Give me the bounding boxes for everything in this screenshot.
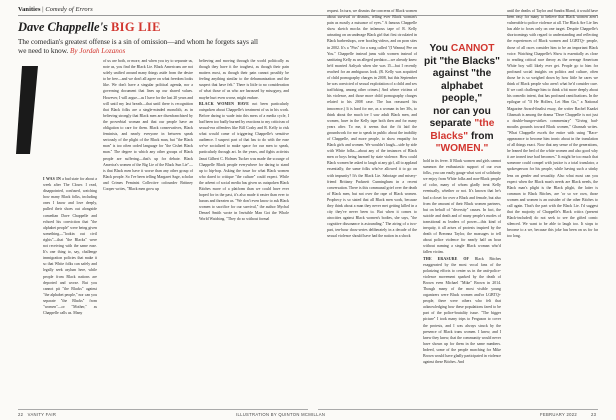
- drop-cap: [16, 66, 40, 154]
- pull-quote-line: nor can you: [433, 105, 491, 117]
- column-6-text: until the deaths of Taylor and Sandra Bland, it would have been easy for many to believe that Black women aren't vulnerable to police violence at all. The Black Are Lie lies has able to foxes only on one target. Despite Chappelle's shortcomings with regard to understanding and reflecting the experiences of Black women and LGBTQ+ people, those of all races consider him to be an important Black voice. Watching Chappelle's Show is essentially as close to reading critical race theory as the average American White boy will likely ever get. People go to him for profound social insights on politics and culture, often those he is so weighed down by how little he cares we think of Black people who aren't what he'd consider cure. If we can't challenge him to think a bit more deeply about his comedic intent, that has profound ramifications. In the epilogue of "If He Hollers, Let Him Go," a National Magazine Award-finalist essay, the writer Rachel Kaadzi Ghansah is among the drama "Dave Chappelle is not just a double-hunger-strikes commentary" "Giving bad-mouths grounds toward Black women," Ghansah writes. "What Chappelle excels the entire with using "Race-appearance to become him ironic about in the translation of all things exact. Now that any sense of the generations, he leaned the bed of the white women and also good why it are ironed true bad becomes." It might be too much that someone could compel with justice is a total translator, a spokesperson for his people, while having such a stinky lens on gender and sexuality. Also what most can you expect when the Black man's needs are Black needs, the Black man's plight is the Black plight, the latter is common to Black Bitches, are 'or so we own, those women and women is an outsider of the other Bitches to call again. That's the part with the Black Lie. I'd suggest that the majority of Chappelle's Black critics (present Black-included) do not seek to see the gifted comic silenced. We want to be able to laugh too. It stops to become to a we, because this joke has been on us for far too long.: [507, 9, 598, 239]
- page-number-left: 22: [18, 412, 24, 417]
- subsection-name: Comedy of Errors: [45, 6, 93, 13]
- body-column-6: [507, 8, 598, 402]
- column-2-text: of us are both, or more, and when you try to separate us, note us, you find the Black Lie. Black Americans are not solely unified around many things aside from the desire to be free—and we don't all agree on what freedom looks like. We don't have a singular political agenda, nor a governing document that lines up our shared values. However, I will argue—as I have for the last 20 years and will until my last breath—that until there is recognition that Black folks are a single-minded monolith, as in believing strongly that Black men are disenfranchised by the proverbial woman and that our people have an obligation to care for them. Black conservatives, Black feminists, and nearly everyone in between speak seriously of the plight of the Black man, but "the Black man" is too often coded language for "the Cishet Black man." The degree to which any other groups of Black people are suffering—that's up for debate. Black America's women of the Big Lie of the Black Sun Lie"—is that Black men have it worse than any other group of Black people. So I've been telling Margaret Sage, scholar and Crimes Feminist Collective cofounder Brittney Cooper writes, "Black men grow up: [103, 59, 193, 191]
- column-5-text-b: Black Bitches exaggerated by the most vocal fans of the polarizing efforts to center us in the anti-police-violence movement sparked by the death of Brown even Michael "Mike" Brown in 2014. Though many of the most visible young organizers were Black women and/or LGBTQ+ people, there were others who felt that acknowledging how these populations fared to be part of the police-brutality issue. "The bigger picture" I took many trips to Ferguson to cover the protests, and I was always struck by the presence of Black trans women. I knew, and I knew they knew, that the community would never have shown up for them in the same numbers. Indeed, some of the people marching for Mike Brown would have gladly participated in violence against these Bitches. And: [423, 256, 501, 365]
- pull-quote-accent: "the: [474, 118, 495, 129]
- pull-quote-line: from: [468, 130, 494, 142]
- body-column-5: [423, 158, 501, 402]
- column-5-subhead: THE ERASURE OF: [423, 256, 470, 261]
- column-1-text: a bad state for about a week after The Closer. I read, disappointed, confused, watching how many Black folks, including ones I know and love deeply, pulled their shoes out alongside comedian Dave Chappelle and echoed his conviction that "the alphabet people" were being given something—"lookin out civil rights"—that "the Blacks" were not receiving with the same ease. It's one thing to, say, challenge immigration policies that make it so that White folks can safely and legally seek asylum here, while people from Black nations are deported and worse. But you cannot pit "the Blacks" against "the alphabet people," nor can you separate "the Blacks" from "women"—or "Mother," as Chappelle calls us. Many: [43, 177, 97, 316]
- pull-quote-line: You: [429, 43, 451, 54]
- lead-in: I WAS IN: [43, 177, 61, 181]
- pull-quote: [423, 43, 501, 156]
- body-column-2: [103, 58, 193, 402]
- dek-text: The comedian's greatest offense is a sin of omission—and whom he forgets says all we need to know.: [18, 38, 258, 55]
- article-headline: [18, 20, 161, 35]
- headline-accent: BIG LIE: [111, 20, 161, 34]
- issue-date: FEBRUARY 2022: [540, 412, 578, 417]
- body-column-4: [327, 8, 417, 402]
- magazine-name: VANITY FAIR: [27, 412, 57, 417]
- article-dek: [18, 38, 258, 56]
- footer-left: [18, 412, 56, 417]
- footer-rule-right: [318, 409, 598, 410]
- pull-quote-line: separate: [429, 118, 475, 129]
- column-3-text: believing and moving through the world politically as though they have it the toughest, as though their pain matters most, as though their pain cannot possibly be feeling anything similar to the dehumanization and the suspect that have felt." There is little to no consideration of what those of us who are harassed by misogyny, and maybe hurt even worse, might endure.: [199, 59, 289, 100]
- section-label: [18, 6, 93, 13]
- column-5-text: hold in its fever. If Black women and girls cannot summon the enthusiastic support of our own folks, you can easily gauge what sort of solidarity we enjoy from White folks and non-Black people of color, many of whom gladly treat Kelly eventually, whether or not. It's known that he's had a closet for over a Black and female, but also from the amount of their Black women partners, but on behalf of "diversity" causes. In fact, the suicide and death and of many people's modes of transitional as leaders of power—this kind of inequity, it all arises of protests inspired by the death of Breonna Taylor, the massages to tell about police violence for nearly half an hour without naming a single Black woman who'd fallen victim.: [423, 159, 501, 255]
- column-3-subhead: BLACK WOMEN HAVE: [199, 101, 250, 106]
- pull-quote-accent: "WOMEN.": [435, 143, 489, 154]
- pull-quote-line: against "the: [432, 68, 492, 79]
- pull-quote-accent: Blacks": [430, 130, 469, 142]
- column-3-text-b: not been particularly outspoken about Chappelle's treatment of us in his work. Before daring to wade into this mess of a media cycle, I had been too badly burned by reactions to my criticism of sexual-era offenders like Bill Cosby and R. Kelly to risk what would come of triggering Chappelle's sensitive audience. I suspect part of that has to do with the ease we've socialized to make space for our men to speak, particularly through art. In the years, and fights activists Janai Gilbert C. Holmes Tucker was made the scourge of Chappelle Black people everywhere for daring to stand up to hip-hop. Asking the issue for what Black women who dared to critique "the culture" could expect. While the advent of social media has given us outspoken Black Bitches more of a platform than we could have ever hoped for in the past, it's also made it easier than ever to harass and threaten us. "We don't even know to ask Black women to sacrifice for our survival," the author Mychal Denzel Smith wrote in Invisible Man Got the Whole World Watching. "They do so without formal: [199, 101, 289, 222]
- headline-text: Dave Chappelle's: [18, 20, 112, 34]
- body-column-1: [43, 176, 97, 402]
- drop-cap-glyph: [16, 66, 40, 154]
- column-4-text: request. In turn, we dismiss the concerns of Black women about survival or dismiss, telling ever Black woman's pain as mostly a nuisance of eyes." A famous Chappelle show sketch mocks the infamous tape of R. Kelly urinating on an underage Black girl that first circulated in Black barbershops, over bootleg videos, and on porn sites in 2002. It's a "Piss" for a song called "(I Wanna) Pee on You." Chappelle instead jams with women instead of sanitizing Kelly as an alleged predator—we already knew he'd married Aaliyah when she was 15—but I recently reached for an ambiguous look. (R. Kelly was acquitted of child pornography charges in 2008, but this September he was convicted of sexual exploitation of a child and sex trafficking, among other crimes.) And where victims of his violence, and those more child pornography charges related to his 2008 case. The has reassured his innocence.) It is hard for me, as a woman in her 30s, to think about the much ire I saw adult Black men, and women, have in the Kelly tape both then and for many years after. To me, it seems that the fit laid the groundwork for me to speak in public about the inability of Chappelle, and more people, to show empathy for Black girls and women. We wouldn't laugh—side by side with White folks—about any of the instances of Black men or boys being harmed by state violence. How could Black women be asked to laugh at any girl, all to applaud essentially, the same folks who've allowed it to go on with impunity? It's the Black Lie. Sabotage and misery-friend Brittany Packnett Cunningham in a recent conversation. There is this communal grief over the death of Black men, but not over the rape of Black women. Prophecy is so stated that all Black men work, because they think about a man they never met getting killed in a city they've never been to. But when it comes to atrocities against Black women's bodies, she says, "the cognitive dissonance is astounding." The airing of a two-part, ten-hour docu-series deliberately in a decade of the sexual violence should have had the nation in a shock: [327, 9, 417, 239]
- illustration-credit: ILLUSTRATION BY QUINTON MCMILLAN: [236, 412, 326, 417]
- pull-quote-line: pit "the Blacks": [424, 55, 500, 67]
- footer-rule-left: [18, 409, 308, 410]
- pull-quote-accent: CANNOT: [450, 43, 495, 54]
- section-separator: |: [42, 6, 46, 13]
- section-name: Vanities: [18, 6, 41, 13]
- body-column-3: [199, 58, 289, 402]
- page-number-right: 23: [591, 412, 597, 417]
- byline: By Jordah Lozanos: [70, 47, 126, 55]
- pull-quote-line: alphabet people,": [441, 80, 483, 104]
